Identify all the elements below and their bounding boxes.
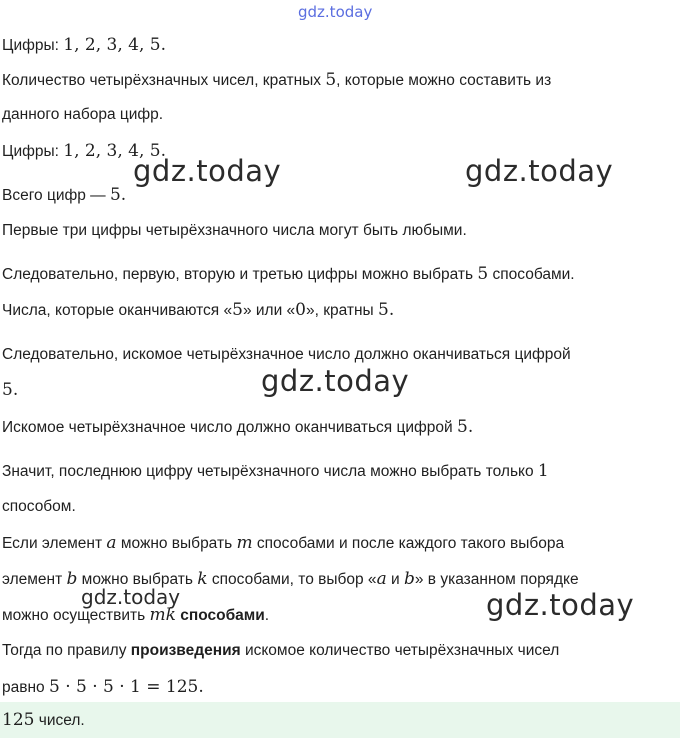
line-text: Цифры:: [2, 37, 64, 54]
line-text: можно осуществить: [2, 607, 150, 624]
text-line-2: [2, 70, 551, 91]
text-line-5: [2, 185, 126, 206]
line-text: Тогда по правилу: [2, 642, 131, 659]
line-var: m: [236, 533, 253, 553]
text-line-11: [2, 417, 473, 438]
line-text: можно выбрать: [116, 535, 237, 552]
line-math: 5: [325, 70, 337, 90]
line-var: k: [197, 569, 208, 589]
line-text: Первые три цифры четырёхзначного числа могут быть любыми.: [2, 222, 467, 239]
text-line-6: [2, 221, 467, 241]
line-text: и: [386, 571, 404, 588]
line-text: способом.: [2, 498, 76, 515]
line-text: искомое количество четырёхзначных чисел: [240, 642, 560, 659]
line-var: b: [66, 569, 78, 589]
line-var: b: [403, 569, 415, 589]
line-text: Следовательно, искомое четырёхзначное число должно оканчиваться цифрой: [2, 346, 571, 363]
text-line-13: [2, 497, 76, 517]
text-line-1: [2, 35, 166, 56]
text-line-18: [2, 677, 204, 698]
line-math: 5.: [109, 185, 127, 205]
text-line-7: [2, 264, 575, 285]
watermark: gdz.today: [81, 585, 181, 609]
text-line-17: [2, 641, 559, 661]
line-text: Искомое четырёхзначное число должно оканчиваться цифрой: [2, 419, 458, 436]
line-text: Количество четырёхзначных чисел, кратных: [2, 72, 326, 89]
watermark: gdz.today: [486, 588, 635, 622]
line-math: 1, 2, 3, 4, 5.: [63, 35, 166, 55]
text-line-8: [2, 300, 394, 321]
text-line-3: [2, 105, 163, 125]
line-text: Числа, которые оканчиваются «: [2, 302, 233, 319]
line-text: элемент: [2, 571, 67, 588]
text-line-14: [2, 533, 564, 554]
line-math: 5.: [2, 380, 19, 400]
line-text: данного набора цифр.: [2, 106, 164, 123]
line-text: Если элемент: [2, 535, 107, 552]
answer-math: 125: [2, 710, 35, 730]
line-math: 1: [537, 461, 549, 481]
line-text: Следовательно, первую, вторую и третью цифры можно выбрать: [2, 266, 478, 283]
answer-line: [2, 710, 85, 731]
answer-text: чисел.: [34, 712, 85, 729]
watermark: gdz.today: [261, 364, 410, 398]
text-line-10: [2, 380, 18, 401]
line-math: 0: [295, 300, 306, 320]
line-text: способами, то выбор «: [207, 571, 377, 588]
line-text: Всего цифр —: [2, 187, 110, 204]
line-text: способами и после каждого такого выбора: [252, 535, 565, 552]
line-text: », кратны: [305, 302, 379, 319]
line-math: 5.: [457, 417, 474, 437]
line-math: 5: [232, 300, 243, 320]
watermark-top: gdz.today: [298, 3, 373, 21]
line-text: , которые можно составить из: [336, 72, 552, 89]
watermark: gdz.today: [465, 154, 614, 188]
line-math: 5: [477, 264, 489, 284]
line-text: .: [264, 607, 270, 624]
line-text: Цифры:: [2, 143, 64, 160]
watermark: gdz.today: [133, 154, 282, 188]
line-var: a: [376, 569, 387, 589]
line-math: 1, 2, 3, 4, 5.: [63, 141, 166, 161]
line-text: можно выбрать: [77, 571, 198, 588]
line-bold: способами: [175, 607, 265, 624]
line-var: mk: [149, 605, 176, 625]
text-line-9: [2, 345, 571, 365]
answer-box: [0, 702, 680, 738]
line-text: » в указанном порядке: [414, 571, 579, 588]
line-var: a: [106, 533, 117, 553]
line-math: 5.: [378, 300, 395, 320]
line-math: 5 · 5 · 5 · 1 = 125.: [48, 677, 204, 697]
line-bold: произведения: [130, 642, 241, 659]
line-text: » или «: [242, 302, 296, 319]
text-line-12: [2, 461, 549, 482]
line-text: Значит, последнюю цифру четырёхзначного числа можно выбрать только: [2, 463, 538, 480]
line-text: равно: [2, 679, 49, 696]
line-text: способами.: [488, 266, 575, 283]
